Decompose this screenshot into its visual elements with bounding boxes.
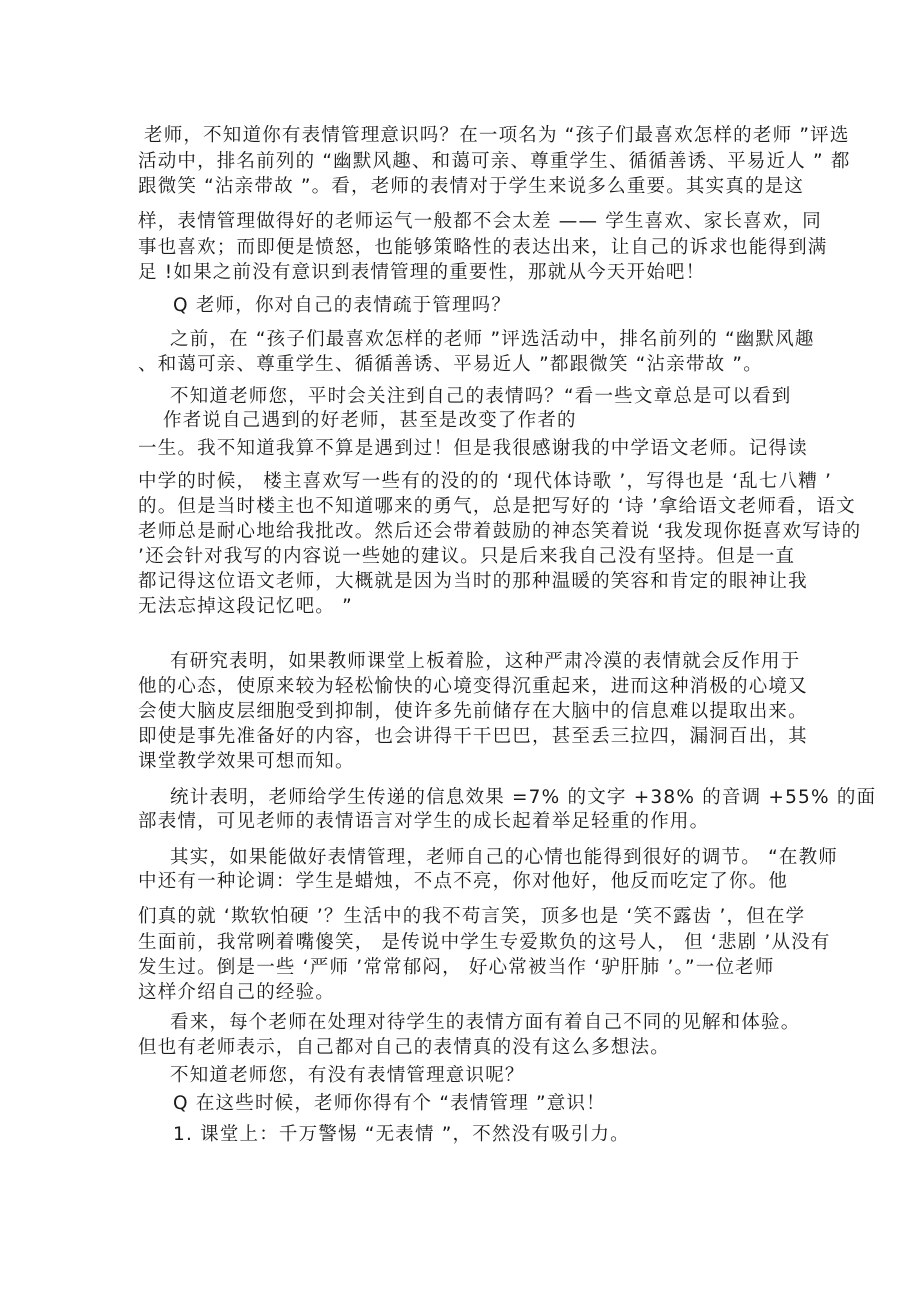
- text-line: 跟微笑 “沾亲带故 ”。看，老师的表情对于学生来说多么重要。其实真的是这: [138, 176, 805, 197]
- text-line: 中还有一种论调：学生是蜡烛，不点不亮，你对他好，他反而吃定了你。他: [138, 871, 789, 892]
- text-line: 样，表情管理做得好的老师运气一般都不会太差 —— 学生喜欢、家长喜欢，同: [138, 211, 822, 232]
- text-line: 即使是事先准备好的内容，也会讲得干干巴巴，甚至丢三拉四，漏洞百出，其: [138, 726, 808, 747]
- text-line: 之前，在 “孩子们最喜欢怎样的老师 ”评选活动中，排名前列的 “幽默风趣: [170, 329, 815, 350]
- text-line: 不知道老师您，有没有表情管理意识呢？: [170, 1065, 525, 1086]
- text-line: 们真的就 ‘欺软怕硬 ’？生活中的我不苟言笑，顶多也是 ‘笑不露齿 ’，但在学: [138, 906, 806, 927]
- text-line: 其实，如果能做好表情管理，老师自己的心情也能得到很好的调节。 “在教师: [170, 847, 838, 868]
- text-line: 老师，不知道你有表情管理意识吗？在一项名为 “孩子们最喜欢怎样的老师 ”评选: [144, 125, 850, 146]
- text-line: 一生。我不知道我算不算是遇到过！但是我很感谢我的中学语文老师。记得读: [138, 438, 808, 459]
- text-line: Q 老师，你对自己的表情疏于管理吗？: [173, 295, 512, 316]
- text-line: 他的心态，使原来较为轻松愉快的心境变得沉重起来，进而这种消极的心境又: [138, 676, 808, 697]
- text-line: 活动中，排名前列的 “幽默风趣、和蔼可亲、尊重学生、循循善诱、平易近人 ” 都: [138, 151, 851, 172]
- text-line: 这样介绍自己的经验。: [138, 982, 336, 1003]
- text-line: 的。但是当时楼主也不知道哪来的勇气，总是把写好的 ‘诗 ’拿给语文老师看，语文: [138, 496, 856, 517]
- text-line: 无法忘掉这段记忆吧。 ”: [138, 596, 353, 617]
- text-line: 部表情，可见老师的表情语言对学生的成长起着举足轻重的作用。: [138, 811, 710, 832]
- text-line: ’还会针对我写的内容说一些她的建议。只是后来我自己没有坚持。但是一直: [138, 546, 796, 567]
- text-line: 事也喜欢；而即便是愤怒，也能够策略性的表达出来，让自己的诉求也能得到满: [138, 237, 828, 258]
- text-line: 生面前，我常咧着嘴傻笑， 是传说中学生专爱欺负的这号人， 但 ‘悲剧 ’从没有: [138, 932, 831, 953]
- text-line: 不知道老师您，平时会关注到自己的表情吗？“看一些文章总是可以看到: [170, 386, 792, 407]
- text-line: 看来，每个老师在处理对待学生的表情方面有着自己不同的见解和体验。: [170, 1012, 801, 1033]
- text-line: 1. 课堂上：千万警惕 “无表情 ”，不然没有吸引力。: [173, 1124, 630, 1145]
- text-line: 都记得这位语文老师，大概就是因为当时的那种温暖的笑容和肯定的眼神让我: [138, 571, 808, 592]
- text-line: 会使大脑皮层细胞受到抑制，使许多先前储存在大脑中的信息难以提取出来。: [138, 701, 808, 722]
- text-line: 有研究表明，如果教师课堂上板着脸，这种严肃冷漠的表情就会反作用于: [170, 651, 801, 672]
- text-line: 中学的时候， 楼主喜欢写一些有的没的的 ‘现代体诗歌 ’，写得也是 ‘乱七八糟 ’: [138, 471, 833, 492]
- text-line: Q 在这些时候，老师你得有个 “表情管理 ”意识！: [173, 1093, 606, 1114]
- text-line: 作者说自己遇到的好老师，甚至是改变了作者的: [163, 410, 577, 431]
- text-line: 、和蔼可亲、尊重学生、循循善诱、平易近人 ”都跟微笑 “沾亲带故 ”。: [138, 354, 763, 375]
- text-line: 足 !如果之前没有意识到表情管理的重要性，那就从今天开始吧！: [138, 262, 706, 283]
- text-line: 课堂教学效果可想而知。: [138, 751, 355, 772]
- text-line: 老师总是耐心地给我批改。然后还会带着鼓励的神态笑着说 ‘我发现你挺喜欢写诗的: [138, 521, 862, 542]
- text-line: 发生过。倒是一些 ‘严师 ’常常郁闷， 好心常被当作 ‘驴肝肺 ’。”一位老师: [138, 957, 775, 978]
- text-line: 统计表明，老师给学生传递的信息效果 =7% 的文字 +38% 的音调 +55% 的面: [170, 787, 877, 808]
- text-line: 但也有老师表示，自己都对自己的表情真的没有这么多想法。: [138, 1037, 670, 1058]
